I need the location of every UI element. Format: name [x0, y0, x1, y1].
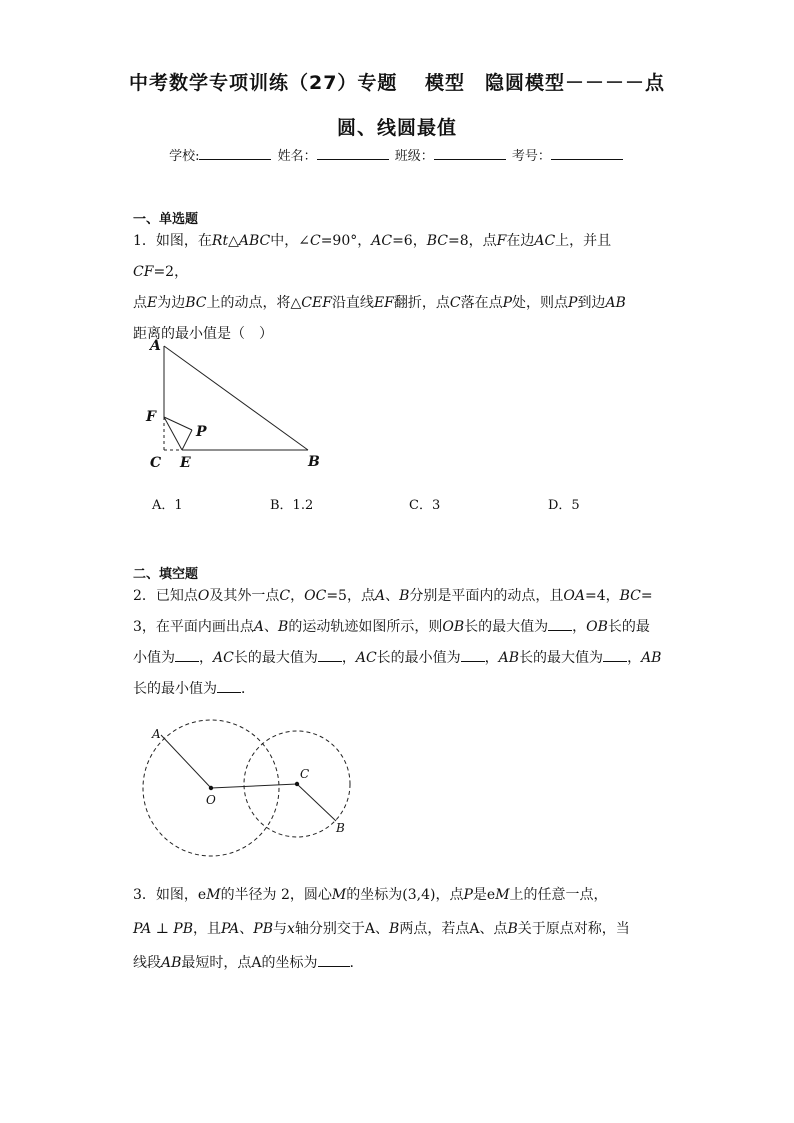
label-a: A — [150, 338, 161, 354]
student-info-line — [0, 145, 794, 164]
section-fill-blank: 二、填空题 — [133, 567, 199, 582]
label-a: A — [152, 727, 161, 741]
q3-line1: 3．如图，eM的半径为 2，圆心M的坐标为(3,4)，点P是eM上的任意一点， — [133, 887, 608, 903]
section-single-choice: 一、单选题 — [133, 212, 199, 227]
class-label: 班级： — [394, 149, 434, 164]
label-e: E — [180, 455, 191, 471]
segment-ab — [164, 346, 308, 450]
question-3-text — [133, 878, 663, 980]
segment-pe — [182, 430, 192, 450]
segment-oc — [211, 784, 297, 788]
exam-no-label: 考号： — [511, 149, 551, 164]
answer-blank[interactable] — [318, 647, 342, 662]
question-2-text — [133, 581, 663, 705]
label-c: C — [150, 455, 162, 471]
point-c — [295, 782, 299, 786]
page-title-line1: 中考数学专项训练（27）专题 模型 隐圆模型－－－－点 — [128, 72, 666, 94]
segment-fe — [164, 417, 182, 450]
answer-blank[interactable] — [217, 678, 241, 693]
option-a[interactable]: A．1 — [152, 498, 183, 513]
answer-blank[interactable] — [603, 647, 627, 662]
answer-blank[interactable] — [175, 647, 199, 662]
point-o — [209, 786, 213, 790]
school-label: 学校: — [169, 149, 200, 164]
q1-options — [152, 494, 652, 514]
answer-blank[interactable] — [548, 616, 572, 631]
q3-line2: PA ⊥ PB，且PA、PB与x轴分别交于A、B两点，若点A、点B关于原点对称，当 — [133, 921, 630, 937]
q2-line3: 小值为 ，AC长的最大值为 ，AC长的最小值为 ，AB长的最大值为 ，AB — [133, 643, 663, 674]
name-label: 姓名： — [277, 149, 317, 164]
label-f: F — [146, 409, 156, 425]
q1-triangle-figure — [140, 332, 340, 474]
exam-no-field[interactable] — [551, 147, 623, 160]
label-c: C — [300, 767, 310, 781]
page-title-line2: 圆、线圆最值 — [336, 117, 457, 139]
option-d[interactable]: D．5 — [548, 498, 580, 513]
q2-line2: 3，在平面内画出点A、B的运动轨迹如图所示，则OB长的最大值为 ，OB长的最 — [133, 612, 663, 643]
answer-blank[interactable] — [318, 952, 350, 967]
q2-line1: 2．已知点O及其外一点C，OC=5，点A、B分别是平面内的动点，且OA=4，BC= — [133, 588, 653, 604]
name-field[interactable] — [317, 147, 389, 160]
q3-line3: 线段AB最短时，点A的坐标为 . — [133, 946, 663, 980]
label-b: B — [308, 454, 320, 470]
label-o: O — [206, 793, 216, 807]
q1-line1: 1．如图，在Rt△ABC中，∠C=90°，AC=6，BC=8，点F在边AC上，并且CF=2， — [133, 233, 612, 280]
answer-blank[interactable] — [461, 647, 485, 662]
label-b: B — [336, 821, 345, 835]
label-p: P — [196, 424, 207, 440]
q1-line3: 距离的最小值是（ ） — [133, 326, 273, 342]
option-b[interactable]: B．1.2 — [270, 498, 314, 513]
class-field[interactable] — [434, 147, 506, 160]
q1-line2: 点E为边BC上的动点，将△CEF沿直线EF翻折，点C落在点P处，则点P到边AB — [133, 295, 626, 311]
option-c[interactable]: C．3 — [409, 498, 441, 513]
q2-circles-figure — [138, 718, 358, 864]
q2-line4: 长的最小值为 ． — [133, 674, 663, 705]
school-field[interactable] — [199, 147, 271, 160]
segment-cb — [297, 784, 336, 821]
segment-fp — [164, 417, 192, 430]
segment-oa — [161, 735, 211, 788]
